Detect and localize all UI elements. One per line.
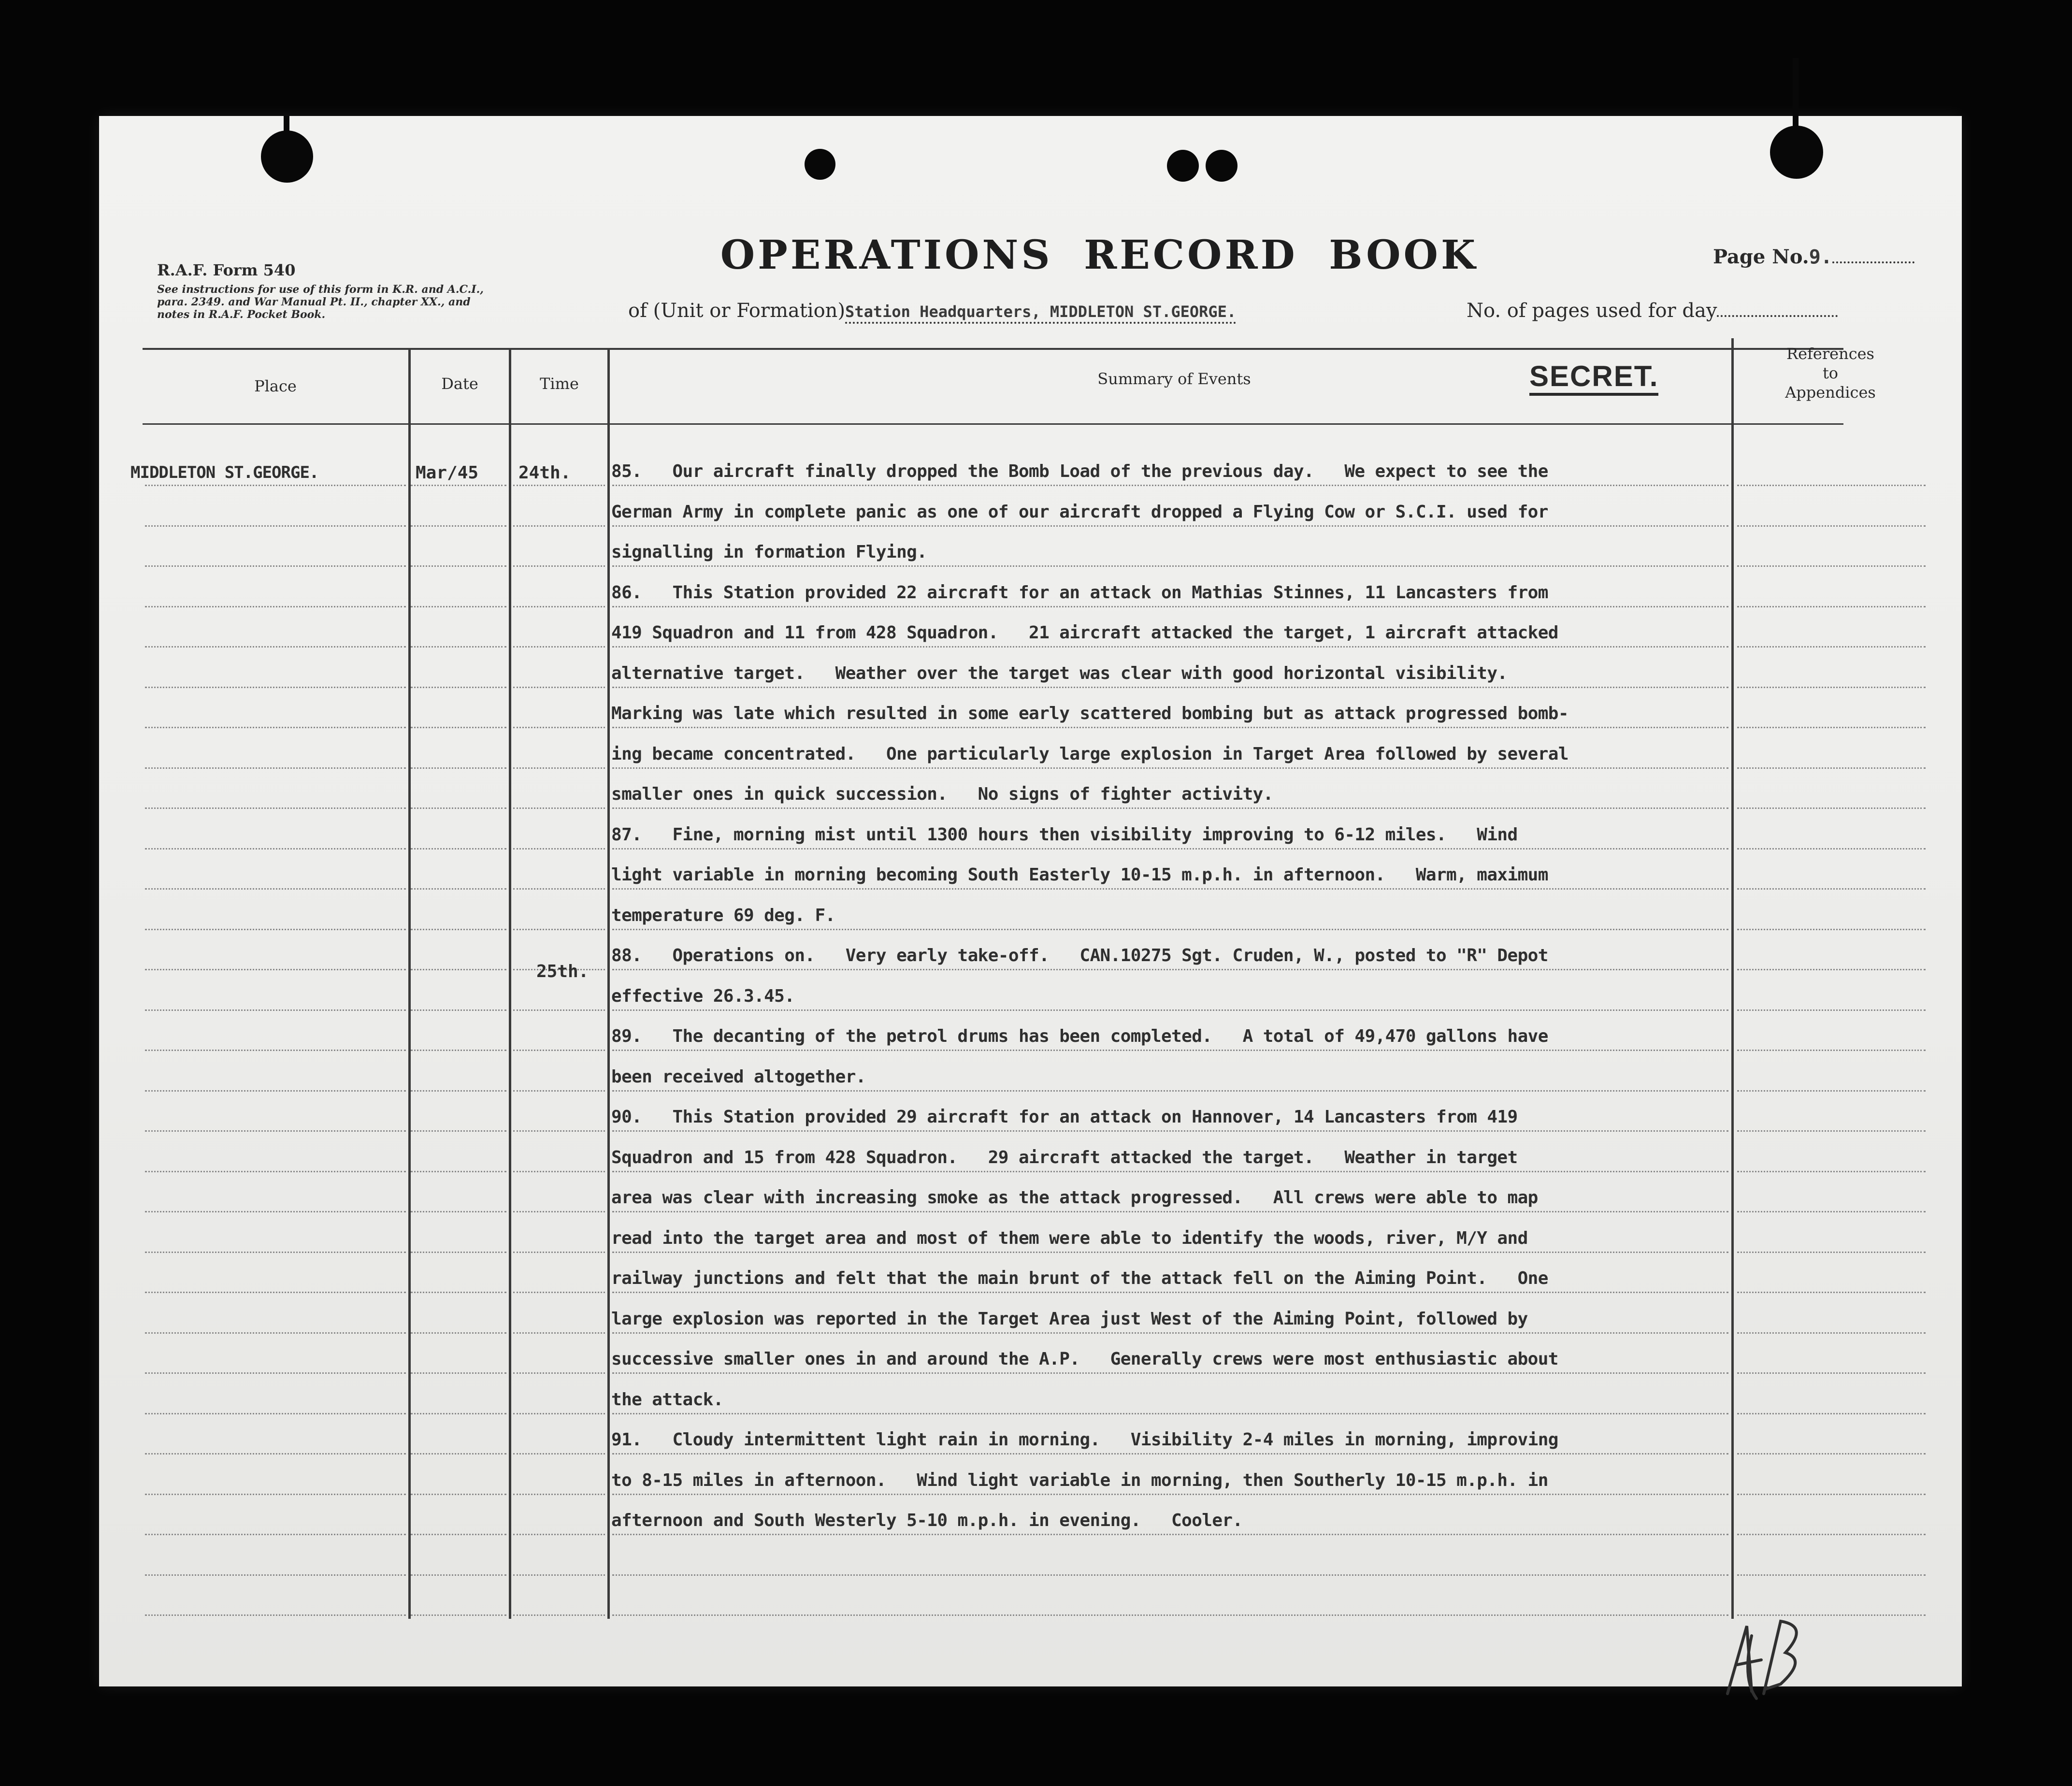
- form-instructions-line: notes in R.A.F. Pocket Book.: [157, 308, 326, 321]
- ruled-line: [145, 1130, 406, 1132]
- ruled-line: [1737, 565, 1926, 567]
- column-header-place: Place: [254, 377, 297, 395]
- ruled-line: [411, 1090, 506, 1092]
- ruled-line: [411, 807, 506, 809]
- pages-used-dots: [1717, 301, 1838, 317]
- page-number-label: Page No.: [1713, 245, 1809, 268]
- date-entry: Mar/45: [416, 463, 479, 483]
- ruled-line: [1737, 727, 1926, 728]
- punch-hole-small-1: [805, 149, 835, 180]
- ruled-line: [1737, 1130, 1926, 1132]
- ruled-line: [513, 929, 605, 930]
- ruled-line: [1737, 1292, 1926, 1293]
- ruled-line: [145, 1332, 406, 1334]
- summary-line: area was clear with increasing smoke as the attack progressed. All crews were able to map: [611, 1188, 1538, 1208]
- ruled-line: [612, 727, 1728, 728]
- ruled-line: [612, 1614, 1728, 1616]
- ruled-line: [612, 767, 1728, 769]
- ruled-line: [513, 1211, 605, 1212]
- header-bottom-rule: [143, 423, 1843, 425]
- column-divider-time: [607, 348, 610, 1619]
- ruled-line: [145, 727, 406, 728]
- ruled-line: [145, 687, 406, 688]
- punch-hole-small-2: [1167, 150, 1199, 182]
- ruled-line: [411, 1534, 506, 1535]
- ruled-line: [145, 1413, 406, 1414]
- ruled-line: [145, 1534, 406, 1535]
- ruled-line: [145, 888, 406, 890]
- ruled-line: [513, 1614, 605, 1616]
- summary-line: 87. Fine, morning mist until 1300 hours then visibility improving to 6-12 miles. Wind: [611, 825, 1518, 845]
- summary-line: the attack.: [611, 1390, 723, 1410]
- record-sheet: [99, 116, 1962, 1686]
- unit-label: of (Unit or Formation): [628, 300, 846, 322]
- ruled-line: [1737, 1171, 1926, 1172]
- ruled-line: [411, 1009, 506, 1011]
- ruled-line: [1737, 1050, 1926, 1051]
- form-instructions-line: See instructions for use of this form in K.R. and A.C.I.,: [157, 283, 484, 296]
- ruled-line: [145, 565, 406, 567]
- ruled-line: [145, 1453, 406, 1455]
- ruled-line: [1737, 969, 1926, 970]
- summary-line: read into the target area and most of them were able to identify the woods, river, M/Y and: [611, 1228, 1528, 1248]
- form-instructions-line: para. 2349. and War Manual Pt. II., chapter XX., and: [157, 296, 471, 308]
- ruled-line: [513, 1130, 605, 1132]
- ruled-line: [145, 848, 406, 850]
- unit-field: [628, 300, 1236, 322]
- ruled-line: [411, 1413, 506, 1414]
- ruled-line: [612, 646, 1728, 648]
- column-header-summary: Summary of Events: [1097, 370, 1251, 388]
- ruled-line: [612, 1130, 1728, 1132]
- ruled-line: [513, 646, 605, 648]
- summary-line: 90. This Station provided 29 aircraft for an attack on Hannover, 14 Lancasters from 419: [611, 1107, 1518, 1127]
- ruled-line: [612, 969, 1728, 970]
- summary-line: railway junctions and felt that the main brunt of the attack fell on the Aiming Point. One: [611, 1268, 1548, 1288]
- ruled-line: [145, 1050, 406, 1051]
- ruled-line: [145, 1090, 406, 1092]
- ruled-line: [1737, 1413, 1926, 1414]
- ruled-line: [1737, 485, 1926, 486]
- page-number-value: 9.: [1809, 246, 1832, 268]
- ruled-line: [612, 1252, 1728, 1253]
- column-divider-summary: [1731, 338, 1734, 1619]
- ruled-line: [513, 1252, 605, 1253]
- pages-used-label: No. of pages used for day: [1467, 300, 1717, 322]
- punch-hole-left: [261, 130, 313, 183]
- ruled-line: [1737, 1372, 1926, 1374]
- ruled-line: [513, 1009, 605, 1011]
- ruled-line: [513, 1332, 605, 1334]
- column-header-time: Time: [540, 374, 579, 393]
- ruled-line: [411, 848, 506, 850]
- ruled-line: [411, 525, 506, 527]
- ruled-line: [513, 606, 605, 607]
- summary-line: afternoon and South Westerly 5-10 m.p.h. in evening. Cooler.: [611, 1511, 1243, 1530]
- ruled-line: [612, 1494, 1728, 1495]
- ruled-line: [411, 1574, 506, 1576]
- ruled-line: [513, 807, 605, 809]
- ruled-line: [612, 1372, 1728, 1374]
- summary-line: alternative target. Weather over the target was clear with good horizontal visibility.: [611, 663, 1508, 683]
- ruled-line: [612, 1534, 1728, 1535]
- ruled-line: [1737, 1252, 1926, 1253]
- ruled-line: [612, 888, 1728, 890]
- ruled-line: [411, 1130, 506, 1132]
- summary-line: smaller ones in quick succession. No signs of fighter activity.: [611, 784, 1273, 804]
- table-top-rule: [143, 348, 1843, 350]
- time-entry-24th: 24th.: [518, 463, 571, 483]
- ruled-line: [1737, 888, 1926, 890]
- page-number-field: [1713, 245, 1914, 268]
- ruled-line: [612, 687, 1728, 688]
- column-header-references: [1734, 344, 1927, 402]
- ruled-line: [513, 848, 605, 850]
- ruled-line: [411, 646, 506, 648]
- ruled-line: [1737, 606, 1926, 607]
- ruled-line: [411, 1453, 506, 1455]
- punch-hole-right: [1770, 126, 1823, 179]
- ruled-line: [145, 1252, 406, 1253]
- summary-line: to 8-15 miles in afternoon. Wind light variable in morning, then Southerly 10-15 m.p.h. in: [611, 1470, 1548, 1490]
- summary-line: 88. Operations on. Very early take-off. CAN.10275 Sgt. Cruden, W., posted to "R" Depot: [611, 946, 1548, 965]
- binder-hook-right: [1793, 58, 1799, 135]
- ruled-line: [1737, 525, 1926, 527]
- ruled-line: [1737, 1211, 1926, 1212]
- ruled-line: [612, 1050, 1728, 1051]
- ruled-line: [612, 485, 1728, 486]
- ruled-line: [145, 969, 406, 970]
- ruled-line: [612, 606, 1728, 607]
- place-entry: MIDDLETON ST.GEORGE.: [130, 463, 319, 482]
- column-divider-place: [408, 348, 411, 1619]
- ruled-line: [513, 565, 605, 567]
- ruled-line: [411, 767, 506, 769]
- ruled-line: [612, 1090, 1728, 1092]
- ruled-line: [145, 807, 406, 809]
- ruled-line: [411, 687, 506, 688]
- ruled-line: [513, 1050, 605, 1051]
- classification-stamp: SECRET.: [1529, 360, 1658, 396]
- ruled-line: [1737, 646, 1926, 648]
- ruled-line: [145, 1171, 406, 1172]
- ruled-line: [411, 606, 506, 607]
- ruled-line: [1737, 1453, 1926, 1455]
- ruled-line: [1737, 1574, 1926, 1576]
- summary-line: been received altogether.: [611, 1067, 866, 1087]
- ruled-line: [411, 1050, 506, 1051]
- ruled-line: [1737, 1009, 1926, 1011]
- ruled-line: [612, 1292, 1728, 1293]
- ruled-line: [513, 525, 605, 527]
- ruled-line: [411, 1332, 506, 1334]
- references-line: to: [1822, 364, 1839, 382]
- ruled-line: [145, 525, 406, 527]
- summary-line: 91. Cloudy intermittent light rain in morning. Visibility 2-4 miles in morning, improving: [611, 1430, 1558, 1450]
- references-line: References: [1786, 345, 1874, 363]
- ruled-line: [145, 646, 406, 648]
- ruled-line: [513, 767, 605, 769]
- ruled-line: [145, 1009, 406, 1011]
- ruled-line: [513, 888, 605, 890]
- ruled-line: [411, 1372, 506, 1374]
- page-title: OPERATIONS RECORD BOOK: [720, 232, 1479, 278]
- ruled-line: [612, 848, 1728, 850]
- ruled-line: [411, 888, 506, 890]
- ruled-line: [1737, 767, 1926, 769]
- ruled-line: [145, 1372, 406, 1374]
- ruled-line: [612, 1211, 1728, 1212]
- ruled-line: [513, 485, 605, 486]
- signature-initials-icon: [1718, 1607, 1810, 1703]
- ruled-line: [145, 1494, 406, 1495]
- ruled-line: [411, 969, 506, 970]
- summary-line: successive smaller ones in and around the A.P. Generally crews were most enthusiastic about: [611, 1349, 1558, 1369]
- summary-line: effective 26.3.45.: [611, 986, 795, 1006]
- ruled-line: [411, 1252, 506, 1253]
- summary-line: Marking was late which resulted in some early scattered bombing but as attack progressed bomb-: [611, 704, 1568, 723]
- unit-value: Station Headquarters, MIDDLETON ST.GEORGE.: [845, 302, 1236, 324]
- summary-line: 85. Our aircraft finally dropped the Bomb Load of the previous day. We expect to see the: [611, 461, 1548, 481]
- ruled-line: [513, 1413, 605, 1414]
- ruled-line: [145, 1211, 406, 1212]
- column-divider-date: [509, 348, 511, 1619]
- time-entry-25th: 25th.: [536, 962, 589, 981]
- ruled-line: [145, 1574, 406, 1576]
- ruled-line: [513, 1453, 605, 1455]
- ruled-line: [612, 525, 1728, 527]
- ruled-line: [411, 1614, 506, 1616]
- ruled-line: [411, 727, 506, 728]
- summary-line: 86. This Station provided 22 aircraft for an attack on Mathias Stinnes, 11 Lancasters from: [611, 583, 1548, 603]
- summary-line: ing became concentrated. One particularly large explosion in Target Area followed by several: [611, 744, 1568, 764]
- ruled-line: [612, 1332, 1728, 1334]
- ruled-line: [612, 1453, 1728, 1455]
- ruled-line: [411, 1211, 506, 1212]
- ruled-line: [513, 1292, 605, 1293]
- ruled-line: [411, 929, 506, 930]
- ruled-line: [145, 606, 406, 607]
- ruled-line: [612, 1009, 1728, 1011]
- ruled-line: [1737, 929, 1926, 930]
- ruled-line: [513, 1171, 605, 1172]
- ruled-line: [1737, 687, 1926, 688]
- ruled-line: [411, 1292, 506, 1293]
- ruled-line: [513, 1494, 605, 1495]
- ruled-line: [513, 1090, 605, 1092]
- ruled-line: [612, 1574, 1728, 1576]
- ruled-line: [1737, 1494, 1926, 1495]
- punch-hole-small-3: [1206, 150, 1237, 182]
- page-number-dots: [1832, 247, 1914, 263]
- summary-line: Squadron and 15 from 428 Squadron. 29 aircraft attacked the target. Weather in target: [611, 1148, 1518, 1167]
- summary-line: 89. The decanting of the petrol drums has been completed. A total of 49,470 gallons have: [611, 1026, 1548, 1046]
- ruled-line: [513, 1574, 605, 1576]
- summary-line: large explosion was reported in the Target Area just West of the Aiming Point, followed by: [611, 1309, 1528, 1329]
- ruled-line: [513, 1534, 605, 1535]
- summary-line: signalling in formation Flying.: [611, 542, 927, 562]
- column-header-date: Date: [441, 374, 478, 393]
- ruled-line: [411, 1171, 506, 1172]
- ruled-line: [513, 727, 605, 728]
- pages-used-field: [1467, 300, 1838, 322]
- ruled-line: [1737, 807, 1926, 809]
- summary-line: German Army in complete panic as one of our aircraft dropped a Flying Cow or S.C.I. used for: [611, 502, 1548, 522]
- ruled-line: [1737, 1090, 1926, 1092]
- ruled-line: [612, 1171, 1728, 1172]
- ruled-line: [145, 485, 406, 486]
- ruled-line: [1737, 1332, 1926, 1334]
- summary-line: light variable in morning becoming South Easterly 10-15 m.p.h. in afternoon. Warm, maximum: [611, 865, 1548, 885]
- summary-line: 419 Squadron and 11 from 428 Squadron. 21 aircraft attacked the target, 1 aircraft attacked: [611, 623, 1558, 643]
- ruled-line: [612, 929, 1728, 930]
- ruled-line: [411, 1494, 506, 1495]
- ruled-line: [145, 767, 406, 769]
- ruled-line: [411, 485, 506, 486]
- summary-line: temperature 69 deg. F.: [611, 906, 835, 925]
- ruled-line: [145, 1292, 406, 1293]
- ruled-line: [145, 1614, 406, 1616]
- ruled-line: [612, 807, 1728, 809]
- ruled-line: [145, 929, 406, 930]
- ruled-line: [1737, 1534, 1926, 1535]
- ruled-line: [612, 1413, 1728, 1414]
- ruled-line: [612, 565, 1728, 567]
- ruled-line: [513, 1372, 605, 1374]
- ruled-line: [411, 565, 506, 567]
- form-number: R.A.F. Form 540: [157, 261, 296, 279]
- form-identifier: [157, 261, 650, 321]
- ruled-line: [1737, 848, 1926, 850]
- ruled-line: [513, 687, 605, 688]
- references-line: Appendices: [1785, 383, 1876, 402]
